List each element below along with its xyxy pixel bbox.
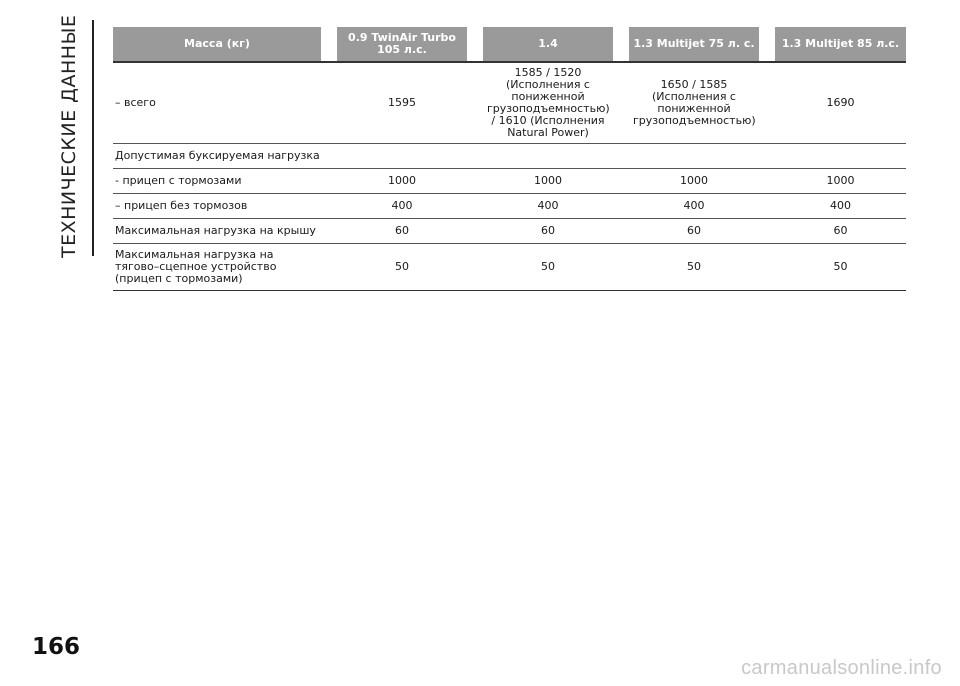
table-row bbox=[113, 144, 906, 169]
table-cell: 1000 bbox=[775, 169, 906, 194]
header-gap bbox=[759, 27, 775, 63]
cell-gap bbox=[759, 244, 775, 291]
table-cell: 400 bbox=[629, 194, 759, 219]
cell-gap bbox=[467, 144, 483, 169]
header-gap bbox=[467, 27, 483, 63]
watermark: carmanualsonline.info bbox=[741, 657, 942, 679]
row-label: – прицеп без тормозов bbox=[113, 194, 321, 219]
table-cell: 1650 / 1585 (Исполнения с пониженной грузоподъемностью) bbox=[629, 63, 759, 144]
header-14: 1.4 bbox=[483, 27, 613, 63]
table-cell: 400 bbox=[337, 194, 467, 219]
table-cell: 50 bbox=[337, 244, 467, 291]
row-label: Максимальная нагрузка на крышу bbox=[113, 219, 321, 244]
cell-gap bbox=[467, 244, 483, 291]
cell-gap bbox=[759, 219, 775, 244]
header-multijet-75: 1.3 Multijet 75 л. с. bbox=[629, 27, 759, 63]
header-multijet-85: 1.3 Multijet 85 л.с. bbox=[775, 27, 906, 63]
cell-gap bbox=[613, 169, 629, 194]
table-cell: 400 bbox=[483, 194, 613, 219]
row-label: Допустимая буксируемая нагрузка bbox=[113, 144, 467, 169]
cell-gap bbox=[321, 63, 337, 144]
cell-gap bbox=[613, 244, 629, 291]
table-cell bbox=[775, 144, 906, 169]
table-cell: 50 bbox=[483, 244, 613, 291]
mass-spec-table bbox=[113, 27, 906, 291]
table-cell: 1585 / 1520 (Исполнения с пониженной грузоподъемностью) / 1610 (Исполнения Natural Power) bbox=[483, 63, 613, 144]
cell-gap bbox=[613, 63, 629, 144]
table-row bbox=[113, 169, 906, 194]
table-cell: 60 bbox=[483, 219, 613, 244]
table-cell bbox=[629, 144, 759, 169]
cell-gap bbox=[321, 169, 337, 194]
table-row bbox=[113, 63, 906, 144]
table-cell: 60 bbox=[629, 219, 759, 244]
table-cell: 50 bbox=[775, 244, 906, 291]
cell-gap bbox=[613, 219, 629, 244]
table-cell: 1690 bbox=[775, 63, 906, 144]
section-title-vertical: ТЕХНИЧЕСКИЕ ДАННЫЕ bbox=[58, 14, 80, 258]
table-row bbox=[113, 219, 906, 244]
header-gap bbox=[321, 27, 337, 63]
cell-gap bbox=[321, 244, 337, 291]
cell-gap bbox=[613, 144, 629, 169]
table-cell: 1000 bbox=[629, 169, 759, 194]
table-cell: 60 bbox=[775, 219, 906, 244]
header-twinair: 0.9 TwinAir Turbo 105 л.с. bbox=[337, 27, 467, 63]
table-cell: 1000 bbox=[337, 169, 467, 194]
cell-gap bbox=[759, 194, 775, 219]
row-label: Максимальная нагрузка на тягово–сцепное устройство (прицеп с тормозами) bbox=[113, 244, 321, 291]
table-cell: 1000 bbox=[483, 169, 613, 194]
table-row bbox=[113, 194, 906, 219]
page-number: 166 bbox=[32, 634, 81, 660]
table-cell bbox=[483, 144, 613, 169]
cell-gap bbox=[467, 169, 483, 194]
row-label: - прицеп с тормозами bbox=[113, 169, 321, 194]
header-gap bbox=[613, 27, 629, 63]
cell-gap bbox=[759, 63, 775, 144]
cell-gap bbox=[759, 169, 775, 194]
cell-gap bbox=[321, 194, 337, 219]
cell-gap bbox=[467, 194, 483, 219]
header-mass: Масса (кг) bbox=[113, 27, 321, 63]
cell-gap bbox=[613, 194, 629, 219]
table-cell: 400 bbox=[775, 194, 906, 219]
cell-gap bbox=[467, 63, 483, 144]
table-row bbox=[113, 244, 906, 291]
table-cell: 60 bbox=[337, 219, 467, 244]
row-label: – всего bbox=[113, 63, 321, 144]
table-cell: 50 bbox=[629, 244, 759, 291]
cell-gap bbox=[321, 219, 337, 244]
cell-gap bbox=[467, 219, 483, 244]
table-header-row bbox=[113, 27, 906, 63]
section-divider bbox=[92, 20, 94, 256]
cell-gap bbox=[759, 144, 775, 169]
table-cell: 1595 bbox=[337, 63, 467, 144]
